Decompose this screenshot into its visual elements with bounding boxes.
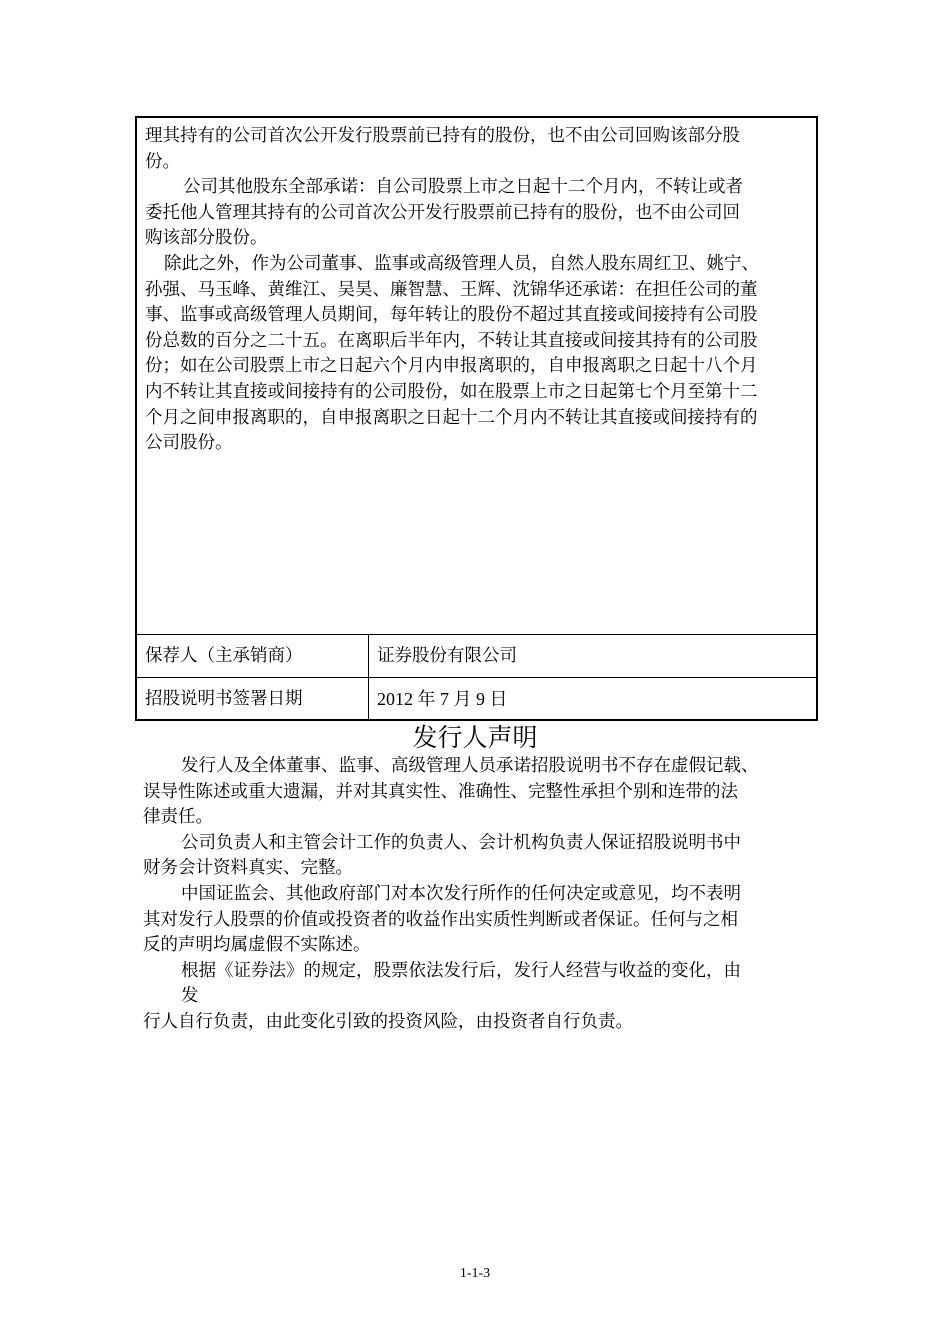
text-line: 公司其他股东全部承诺：自公司股票上市之日起十二个月内，不转让或者 <box>183 177 743 198</box>
text-line: 财务会计资料真实、完整。 <box>143 858 353 879</box>
prospectus-info-table <box>135 116 818 721</box>
text-line: 中国证监会、其他政府部门对本次发行所作的任何决定或意见，均不表明 <box>181 884 741 904</box>
sign-date-label: 招股说明书签署日期 <box>145 689 303 709</box>
text-line: 孙强、马玉峰、黄维江、吴昊、廉智慧、王辉、沈锦华还承诺：在担任公司的董 <box>145 279 758 300</box>
text-line: 理其持有的公司首次公开发行股票前已持有的股份，也不由公司回购该部分股 <box>145 126 740 146</box>
declaration-title: 发行人声明 <box>412 723 538 752</box>
text-line: 公司股份。 <box>145 433 233 454</box>
sign-date-row <box>137 678 816 720</box>
text-line: 内不转让其直接或间接持有的公司股份，如在股票上市之日起第七个月至第十二 <box>145 382 758 402</box>
text-line: 除此之外，作为公司董事、监事或高级管理人员，自然人股东周红卫、姚宁、 <box>164 254 759 274</box>
page-number: 1-1-3 <box>459 1266 491 1281</box>
text-line: 律责任。 <box>143 807 213 828</box>
text-line: 事、监事或高级管理人员期间，每年转让的股份不超过其直接或间接持有公司股 <box>145 305 758 326</box>
sign-date-value: 2012 年 7 月 9 日 <box>377 689 508 709</box>
sponsor-row <box>137 635 816 678</box>
column-divider <box>368 635 369 719</box>
sponsor-label: 保荐人（主承销商） <box>145 646 303 666</box>
text-line: 根据《证券法》的规定，股票依法发行后，发行人经营与收益的变化，由 <box>181 960 741 981</box>
sponsor-value: 证券股份有限公司 <box>377 646 517 666</box>
text-line: 个月之间申报离职的，自申报离职之日起十二个月内不转让其直接或间接持有的 <box>145 407 758 428</box>
text-line: 公司负责人和主管会计工作的负责人、会计机构负责人保证招股说明书中 <box>181 832 741 853</box>
text-line: 反的声明均属虚假不实陈述。 <box>143 935 371 956</box>
text-line: 误导性陈述或重大遗漏，并对其真实性、准确性、完整性承担个别和连带的法 <box>143 781 738 802</box>
text-line: 购该部分股份。 <box>145 228 268 249</box>
commitment-cell <box>137 118 816 635</box>
text-line: 行人自行负责，由此变化引致的投资风险，由投资者自行负责。 <box>143 1012 633 1032</box>
text-line: 其对发行人股票的价值或投资者的收益作出实质性判断或者保证。任何与之相 <box>143 909 738 930</box>
text-line: 份总数的百分之二十五。在离职后半年内，不转让其直接或间接其持有的公司股 <box>145 330 758 351</box>
text-line: 发行人及全体董事、监事、高级管理人员承诺招股说明书不存在虚假记载、 <box>181 756 759 776</box>
text-line: 委托他人管理其持有的公司首次公开发行股票前已持有的股份，也不由公司回 <box>145 202 740 223</box>
text-line: 份；如在公司股票上市之日起六个月内申报离职的，自申报离职之日起十八个月 <box>145 356 758 377</box>
text-line: 份。 <box>145 151 180 172</box>
text-line: 发 <box>181 986 199 1007</box>
